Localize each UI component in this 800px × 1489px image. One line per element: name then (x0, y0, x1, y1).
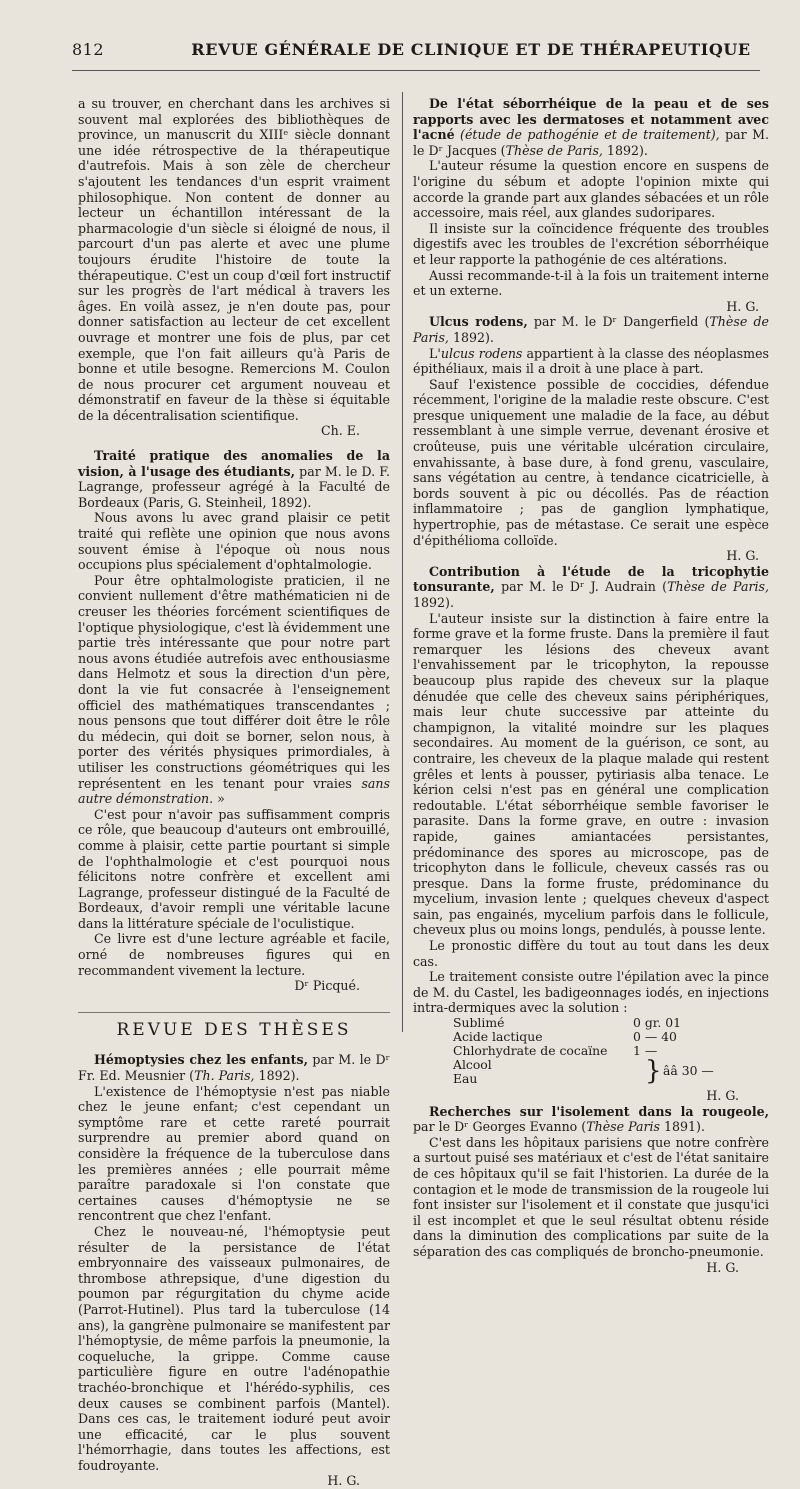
trico-citation: Contribution à l'étude de la tricophytie tonsurante, par M. le Dʳ J. Audrain (Thèse de Paris, 1892). (413, 563, 769, 610)
hemo-paragraph-1: L'existence de l'hémoptysie n'est pas niable chez le jeune enfant; c'est cependant un symptôme rare et cette rareté pourrait surprendre au premier abord quand on considère la fréquence de la tuberculose dans les premières années ; elle pourrait même paraître paradoxale si l'on constate que certaines causes d'hémoptysie ne se rencontrent que chez l'enfant. (78, 1083, 390, 1224)
traite-citation (78, 448, 390, 510)
isol-signature: H. G. (706, 1259, 739, 1275)
traite-citation-rest: par M. le D. F. Lagrange, professeur agrégé à la Faculté de Bordeaux (Paris, G. Steinheil, 1892). (78, 463, 391, 510)
recipe-line: Acide lactique 0 — 40 (453, 1029, 677, 1045)
column-rule (402, 92, 403, 1032)
isol-heading: Recherches sur l'isolement dans la rougeole, (429, 1103, 769, 1119)
ulcus-paragraph-2: Sauf l'existence possible de coccidies, défendue récemment, l'origine de la maladie reste obscure. C'est presque uniquement une maladie de la face, au début ressemblant à une simple verrue, devenant érosive et croûteuse, puis une véritable ulcération circulaire, envahissante, à base dure, à fond grenu, vasculaire, sans végétation au centre, à tendance cicatricielle, à bords souvent à pic ou décollés. Pas de réaction inflammatoire ; pas de ganglion lymphatique, hypertrophie, pas de métastase. Ce serait une espèce d'épithélioma colloïde. (413, 376, 769, 548)
recipe-line: Alcool (453, 1057, 492, 1073)
seb-signature: H. G. (726, 298, 759, 314)
page-header (72, 30, 760, 71)
seb-heading: De l'état séborrhéique de la peau et de ses rapports avec les dermatoses et notamment avec l'acné (413, 96, 769, 143)
recipe-line: Eau (453, 1071, 478, 1087)
traite-paragraph-2: Pour être ophtalmologiste praticien, il ne convient nullement d'être mathématicien ni de creuser les théories forcément scientifiques de l'optique physiologique, c'est là évidemment une partie très intéressante que pour notre part nous avons étudiée autrefois avec enthousiasme dans Helmotz et sous la direction d'un père, dont la vie fut consacrée à l'enseignement officiel des mathématiques transcendantes ; nous pensons que tout différer doit être le rôle du médecin, qui doit se borner, selon nous, à porter des vérités physiques primordiales, à utiliser les constructions géométriques qui les représentent en les tenant pour vraies sans autre démonstration. » (78, 572, 390, 807)
trico-signature: H. G. (706, 1088, 739, 1104)
running-title: REVUE GÉNÉRALE DE CLINIQUE ET DE THÉRAPEUTIQUE (191, 40, 751, 59)
section-title: REVUE DES THÈSES (78, 1012, 390, 1039)
intro-paragraph: a su trouver, en cherchant dans les archives si souvent mal explorées des bibliothèques de province, un manuscrit du XIIIᵉ siècle donnant une idée rétrospective de la thérapeutique d'autrefois. Mais à son zèle de chercheur s'ajoutent les tendances d'un esprit vraiment philosophique. Non content de donner au lecteur un échantillon intéressant de la pharmacologie d'un siècle si éloigné de nous, il parcourt d'un pas alerte et avec une plume toujours érudite l'histoire de toute la thérapeutique. C'est un coup d'œil fort instructif sur les progrès de l'art médical à travers les âges. En voilà assez, je n'en doute pas, pour donner satisfaction au lecteur de cet excellent ouvrage et montrer une fois de plus, par cet exemple, que l'on fait ailleurs qu'à Paris de bonne et utile besogne. Remercions M. Coulon de nous procurer cet argument nouveau et démonstratif en faveur de la thèse si équitable de la décentralisation scientifique. (78, 96, 390, 423)
seb-paragraph-1: L'auteur résume la question encore en suspens de l'origine du sébum et adopte l'opinion mixte qui accorde la grande part aux glandes sébacées et un rôle accessoire, mais réel, aux glandes sudoripares. (413, 158, 769, 221)
recipe-brace-group (453, 1058, 769, 1086)
traite-heading: Traité pratique des anomalies de la vision, à l'usage des étudiants, (78, 448, 390, 479)
page-number: 812 (72, 40, 105, 59)
recipe-line: Sublimé 0 gr. 01 (453, 1015, 681, 1031)
left-column (78, 96, 391, 1489)
ulcus-paragraph-1: L'ulcus rodens appartient à la classe des néoplasmes épithéliaux, mais il a droit à une place à part. (413, 345, 769, 377)
traite-paragraph-4: Ce livre est d'une lecture agréable et facile, orné de nombreuses figures qui en recommandent vivement la lecture. (78, 931, 390, 978)
brace-glyph: } (645, 1056, 662, 1087)
ulcus-heading: Ulcus rodens, (429, 314, 528, 330)
seb-citation: De l'état séborrhéique de la peau et de ses rapports avec les dermatoses et notamment avec l'acné (étude de pathogénie et de traitement), par M. le Dʳ Jacques (Thèse de Paris, 1892). (413, 96, 769, 158)
ulcus-signature: H. G. (726, 548, 759, 564)
trico-paragraph-2: Le pronostic diffère du tout au tout dans les deux cas. (413, 938, 769, 969)
seb-paragraph-2: Il insiste sur la coïncidence fréquente des troubles digestifs avec les troubles de l'excrétion séborrhéique et leur rapporte la pathogénie de ces altérations. (413, 220, 769, 267)
isol-paragraph-1: C'est dans les hôpitaux parisiens que notre confrère a surtout puisé ses matériaux et c'est de l'état sanitaire de ces hôpitaux qu'il se fait l'historien. La durée de la contagion et le mode de transmission de la rougeole lui font insister sur l'isolement et il constate que jusqu'ici il est incomplet et que le seul résultat obtenu réside dans la diminution des complications par suite de la séparation des cas compliqués de broncho-pneumonie. (413, 1134, 769, 1259)
isol-citation: Recherches sur l'isolement dans la rougeole, par le Dʳ Georges Evanno (Thèse Paris 1891). (413, 1103, 769, 1135)
recipe-line: Chlorhydrate de cocaïne 1 — (453, 1043, 658, 1059)
recipe-brace-value: ââ 30 — (663, 1063, 714, 1079)
trico-paragraph-3: Le traitement consiste outre l'épilation avec la pince de M. du Castel, les badigeonnages iodés, en injections intra-dermiques avec la solution : (413, 969, 769, 1016)
traite-paragraph-1: Nous avons lu avec grand plaisir ce petit traité qui reflète une opinion que nous avons souvent émise à l'époque où nous nous occupions plus spécialement d'ophtalmologie. (78, 510, 390, 573)
intro-signature: Ch. E. (321, 423, 360, 439)
trico-paragraph-1: L'auteur insiste sur la distinction à faire entre la forme grave et la forme fruste. Dans la première il faut remarquer les lésions des cheveux avant l'envahissement par le tricophyton, la repousse beaucoup plus rapide des cheveux sur la plaque dénudée que celle des cheveux sains périphériques, mais leur chute successive par atteinte du champignon, la vitalité moindre sur les plaques secondaires. Au moment de la guérison, ce sont, au contraire, les cheveux de la plaque malade qui restent grêles et lents à pousser, pytiriasis alba tenace. Le kérion celsi n'est pas en général une complication redoutable. L'état séborrhéique semble favoriser le parasite. Dans la forme grave, en outre : invasion rapide, gaines amiantacées persistantes, prédominance des spores au microscope, pas de tricophyton dans le follicule, cheveux cassés ras ou presque. Dans la forme fruste, prédominance du mycelium, invasion lente ; quelques cheveux d'aspect sain, pas engainés, mycelium parfois dans le follicule, cheveux plus ou moins longs, pendulés, à pousse lente. (413, 610, 769, 938)
traite-signature: Dʳ Picqué. (294, 978, 360, 994)
hemo-paragraph-2: Chez le nouveau-né, l'hémoptysie peut résulter de la persistance de l'état embryonnaire des vaisseaux pulmonaires, de thrombose athrepsique, d'une digestion du poumon par régurgitation du chyme acide (Parrot-Hutinel). Plus tard la tuberculose (14 ans), la gangrène pulmonaire se manifestent par l'hémoptysie, de même parfois la pneumonie, la coqueluche, la grippe. Comme cause particulière figure en outre l'adénopathie trachéo-bronchique et l'hérédo-syphilis, ces deux causes se combinent parfois (Mantel). Dans ces cas, le traitement ioduré peut avoir une efficacité, car le plus souvent l'hémorrhagie, dans toutes les affections, est foudroyante. (78, 1223, 390, 1473)
recipe-formula (453, 1016, 769, 1086)
hemo-signature: H. G. (327, 1473, 360, 1489)
right-column (413, 96, 769, 1275)
hemo-citation: Hémoptysies chez les enfants, par M. le Dʳ Fr. Ed. Meusnier (Th. Paris, 1892). (78, 1052, 391, 1084)
traite-paragraph-3: C'est pour n'avoir pas suffisamment compris ce rôle, que beaucoup d'auteurs ont embrouillé, comme à plaisir, cette partie pourtant si simple de l'ophthalmologie et c'est pourquoi nous félicitons notre confrère et excellent ami Lagrange, professeur distingué de la Faculté de Bordeaux, d'avoir rempli une véritable lacune dans la littérature spéciale de l'oculistique. (78, 806, 390, 931)
trico-heading: Contribution à l'étude de la tricophytie tonsurante, (413, 563, 769, 595)
ulcus-citation: Ulcus rodens, par M. le Dʳ Dangerfield (Thèse de Paris, 1892). (413, 314, 769, 345)
hemo-heading: Hémoptysies chez les enfants, (94, 1052, 308, 1068)
seb-paragraph-3: Aussi recommande-t-il à la fois un traitement interne et un externe. (413, 267, 769, 299)
